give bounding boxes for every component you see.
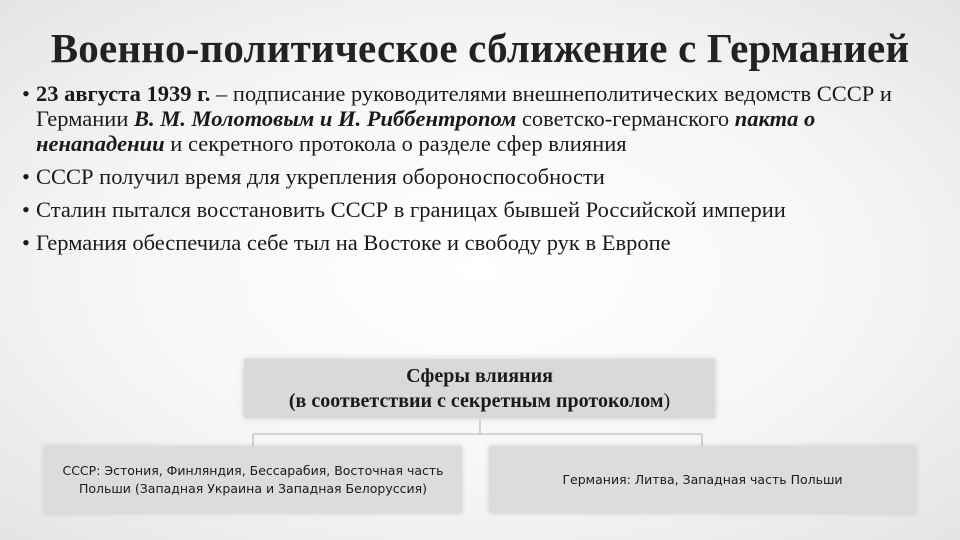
slide-title: Военно-политическое сближение с Германией (50, 25, 910, 71)
germany-sphere-box (489, 446, 916, 513)
bullet-list (22, 81, 942, 263)
signatories: В. М. Молотовым и И. Риббентропом (134, 106, 517, 131)
spheres-of-influence-box (244, 359, 715, 418)
ussr-sphere-box (44, 446, 462, 513)
bullet-item-germany (22, 230, 942, 255)
bullet-text: Сталин пытался восстановить СССР в границах бывшей Российской империи (36, 197, 786, 222)
bullet-text: советско-германского (516, 106, 735, 131)
bullet-item-pact (22, 81, 942, 156)
center-box-line2 (244, 389, 715, 414)
bullet-dot: • (22, 197, 30, 222)
bullet-text: Германия обеспечила себе тыл на Востоке и свободу рук в Европе (36, 230, 671, 255)
germany-sphere-text: Германия: Литва, Западная часть Польши (562, 471, 843, 487)
bullet-dot: • (22, 81, 30, 106)
bullet-text: – подписание руководителями внешнеполитических ведомств СССР и Германии (36, 81, 892, 131)
center-box-line2-text: (в соответствии с секретным протоколом (288, 390, 664, 412)
bullet-item-stalin (22, 197, 942, 222)
center-box-line1: Сферы влияния (406, 365, 553, 387)
bullet-dot: • (22, 230, 30, 255)
pact-name: пакта о ненападении (36, 106, 816, 156)
pact-date: 23 августа 1939 г. (36, 81, 211, 106)
ussr-sphere-text: СССР: Эстония, Финляндия, Бессарабия, Восточная часть Польши (Западная Украина и Западная Белоруссия) (62, 462, 444, 496)
bullet-item-defense (22, 164, 942, 189)
bullet-text: и секретного протокола о разделе сфер влияния (164, 131, 627, 156)
bullet-dot: • (22, 164, 30, 189)
center-box-paren: ) (663, 390, 671, 412)
bullet-text: СССР получил время для укрепления обороноспособности (36, 164, 605, 189)
